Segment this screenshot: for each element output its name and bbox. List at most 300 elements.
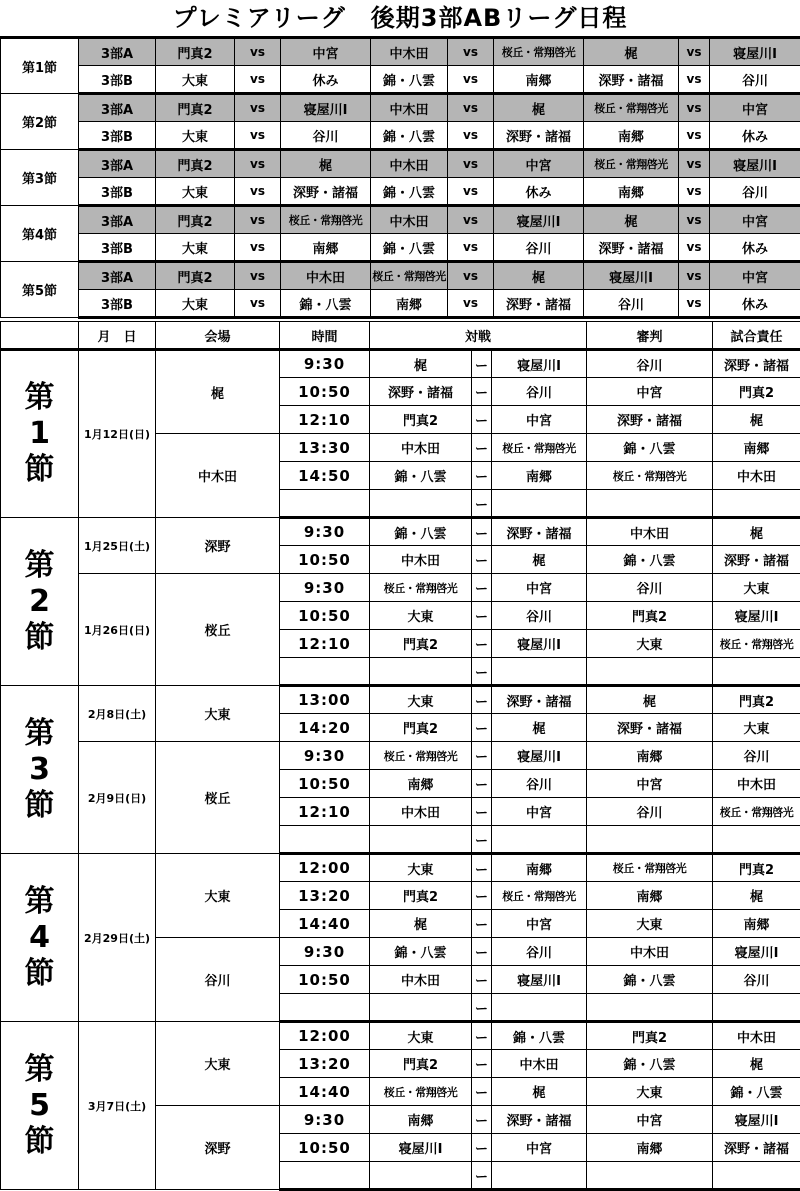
matchup-table <box>0 36 800 319</box>
team-cell: 谷川 <box>494 234 584 262</box>
team-cell: 門真2 <box>370 714 472 742</box>
team-cell: 門真2 <box>370 1050 472 1078</box>
referee-cell: 大東 <box>587 910 713 938</box>
time-cell: 9:30 <box>280 742 370 770</box>
team-cell: 大東 <box>370 686 472 714</box>
team-cell: 寝屋川Ⅰ <box>492 742 587 770</box>
round-label <box>1 854 79 1022</box>
team-cell: 大東 <box>156 234 235 262</box>
round-label: 第4節 <box>1 206 79 262</box>
responsible-cell: 門真2 <box>713 686 800 714</box>
team-cell: 深野・諸福 <box>494 122 584 150</box>
team-cell: 錦・八雲 <box>371 122 448 150</box>
team-cell: 梶 <box>494 94 584 122</box>
time-cell: 14:40 <box>280 910 370 938</box>
referee-cell: 谷川 <box>587 350 713 378</box>
dash-separator: ー <box>472 434 492 462</box>
team-cell <box>492 658 587 686</box>
schedule-table <box>0 321 800 1191</box>
team-cell: 中宮 <box>710 262 800 290</box>
round-char: 1 <box>29 416 50 451</box>
venue-cell: 深野 <box>156 1106 280 1190</box>
dash-separator: ー <box>472 966 492 994</box>
vs-label: vs <box>448 38 494 66</box>
round-label <box>1 350 79 518</box>
team-cell: 門真2 <box>370 882 472 910</box>
team-cell: 梶 <box>492 1078 587 1106</box>
dash-separator: ー <box>472 938 492 966</box>
referee-cell: 中木田 <box>587 518 713 546</box>
dash-separator: ー <box>472 658 492 686</box>
vs-label: vs <box>235 66 281 94</box>
team-cell: 錦・八雲 <box>371 178 448 206</box>
time-cell: 9:30 <box>280 574 370 602</box>
dash-separator: ー <box>472 630 492 658</box>
venue-cell: 中木田 <box>156 434 280 518</box>
vs-label: vs <box>448 94 494 122</box>
team-cell: 梶 <box>492 714 587 742</box>
responsible-cell: 中木田 <box>713 770 800 798</box>
time-cell: 14:40 <box>280 1078 370 1106</box>
round-char: 2 <box>29 584 50 619</box>
time-cell: 9:30 <box>280 518 370 546</box>
team-cell: 南郷 <box>371 290 448 318</box>
team-cell: 谷川 <box>492 378 587 406</box>
time-cell: 9:30 <box>280 1106 370 1134</box>
referee-cell: 大東 <box>587 1078 713 1106</box>
matchup-row <box>1 178 800 206</box>
team-cell: 中木田 <box>370 434 472 462</box>
dash-separator: ー <box>472 518 492 546</box>
vs-label: vs <box>679 290 710 318</box>
referee-cell: 桜丘・常翔啓光 <box>587 854 713 882</box>
team-cell: 深野・諸福 <box>584 66 679 94</box>
referee-cell: 門真2 <box>587 1022 713 1050</box>
team-cell: 中宮 <box>710 206 800 234</box>
time-cell <box>280 1162 370 1190</box>
team-cell: 中木田 <box>371 94 448 122</box>
schedule-row <box>1 854 800 882</box>
team-cell: 深野・諸福 <box>281 178 371 206</box>
round-char: 3 <box>29 752 50 787</box>
team-cell: 桜丘・常翔啓光 <box>492 882 587 910</box>
team-cell: 中宮 <box>492 910 587 938</box>
vs-label: vs <box>235 122 281 150</box>
responsible-cell: 深野・諸福 <box>713 546 800 574</box>
dash-separator: ー <box>472 1022 492 1050</box>
team-cell: 南郷 <box>492 462 587 490</box>
vs-label: vs <box>448 234 494 262</box>
team-cell: 寝屋川Ⅰ <box>281 94 371 122</box>
team-cell: 門真2 <box>370 630 472 658</box>
date-cell: 2月29日(土) <box>79 854 156 1022</box>
referee-cell: 錦・八雲 <box>587 434 713 462</box>
team-cell: 深野・諸福 <box>492 1106 587 1134</box>
division-label: 3部A <box>79 150 156 178</box>
vs-label: vs <box>448 150 494 178</box>
team-cell: 桜丘・常翔啓光 <box>281 206 371 234</box>
team-cell: 南郷 <box>492 854 587 882</box>
responsible-cell <box>713 826 800 854</box>
team-cell: 錦・八雲 <box>492 1022 587 1050</box>
vs-label: vs <box>679 178 710 206</box>
time-cell: 13:30 <box>280 434 370 462</box>
round-label: 第1節 <box>1 38 79 94</box>
division-label: 3部B <box>79 122 156 150</box>
referee-cell: 梶 <box>587 686 713 714</box>
team-cell: 桜丘・常翔啓光 <box>584 94 679 122</box>
team-cell <box>492 826 587 854</box>
team-cell: 桜丘・常翔啓光 <box>370 1078 472 1106</box>
team-cell: 南郷 <box>584 178 679 206</box>
team-cell: 中木田 <box>371 150 448 178</box>
team-cell: 桜丘・常翔啓光 <box>492 434 587 462</box>
team-cell: 中木田 <box>492 1050 587 1078</box>
dash-separator: ー <box>472 798 492 826</box>
team-cell: 中宮 <box>492 406 587 434</box>
team-cell <box>370 994 472 1022</box>
time-cell: 10:50 <box>280 602 370 630</box>
team-cell <box>370 658 472 686</box>
team-cell: 深野・諸福 <box>492 518 587 546</box>
referee-cell: 錦・八雲 <box>587 546 713 574</box>
team-cell: 中宮 <box>492 574 587 602</box>
team-cell: 寝屋川Ⅰ <box>370 1134 472 1162</box>
team-cell: 梶 <box>584 206 679 234</box>
responsible-cell <box>713 1162 800 1190</box>
team-cell <box>492 490 587 518</box>
venue-cell: 谷川 <box>156 938 280 1022</box>
referee-cell <box>587 994 713 1022</box>
time-cell: 12:00 <box>280 1022 370 1050</box>
responsible-cell: 門真2 <box>713 854 800 882</box>
team-cell: 錦・八雲 <box>281 290 371 318</box>
round-char: 節 <box>25 1124 55 1159</box>
responsible-cell: 谷川 <box>713 966 800 994</box>
team-cell: 寝屋川Ⅰ <box>494 206 584 234</box>
team-cell: 南郷 <box>584 122 679 150</box>
vs-label: vs <box>679 234 710 262</box>
time-cell <box>280 826 370 854</box>
dash-separator: ー <box>472 1078 492 1106</box>
vs-label: vs <box>679 66 710 94</box>
dash-separator: ー <box>472 1050 492 1078</box>
dash-separator: ー <box>472 406 492 434</box>
referee-cell <box>587 490 713 518</box>
team-cell <box>492 1162 587 1190</box>
round-label <box>1 1022 79 1190</box>
vs-label: vs <box>448 178 494 206</box>
team-cell: 桜丘・常翔啓光 <box>584 150 679 178</box>
matchup-row <box>1 94 800 122</box>
team-cell: 寝屋川Ⅰ <box>710 150 800 178</box>
team-cell: 南郷 <box>370 1106 472 1134</box>
team-cell: 錦・八雲 <box>370 518 472 546</box>
referee-cell: 門真2 <box>587 602 713 630</box>
team-cell: 休み <box>494 178 584 206</box>
referee-cell <box>587 658 713 686</box>
team-cell: 梶 <box>494 262 584 290</box>
referee-cell: 錦・八雲 <box>587 1050 713 1078</box>
team-cell: 桜丘・常翔啓光 <box>370 574 472 602</box>
round-char: 第 <box>25 380 55 415</box>
responsible-cell: 寝屋川Ⅰ <box>713 602 800 630</box>
team-cell: 桜丘・常翔啓光 <box>494 38 584 66</box>
column-header: 審判 <box>587 322 713 350</box>
team-cell: 谷川 <box>492 602 587 630</box>
responsible-cell: 大東 <box>713 574 800 602</box>
referee-cell: 中宮 <box>587 770 713 798</box>
dash-separator: ー <box>472 462 492 490</box>
schedule-row <box>1 1022 800 1050</box>
referee-cell: 南郷 <box>587 1134 713 1162</box>
team-cell: 錦・八雲 <box>370 462 472 490</box>
responsible-cell <box>713 658 800 686</box>
responsible-cell: 寝屋川Ⅰ <box>713 1106 800 1134</box>
round-label: 第2節 <box>1 94 79 150</box>
matchup-row <box>1 290 800 318</box>
venue-cell: 大東 <box>156 854 280 938</box>
time-cell: 10:50 <box>280 1134 370 1162</box>
team-cell: 梶 <box>492 546 587 574</box>
responsible-cell <box>713 994 800 1022</box>
round-char: 節 <box>25 956 55 991</box>
responsible-cell: 南郷 <box>713 910 800 938</box>
vs-label: vs <box>235 290 281 318</box>
time-cell: 10:50 <box>280 378 370 406</box>
time-cell <box>280 994 370 1022</box>
referee-cell: 南郷 <box>587 742 713 770</box>
responsible-cell: 梶 <box>713 1050 800 1078</box>
responsible-cell: 寝屋川Ⅰ <box>713 938 800 966</box>
responsible-cell: 中木田 <box>713 462 800 490</box>
time-cell: 14:20 <box>280 714 370 742</box>
date-cell: 3月7日(土) <box>79 1022 156 1190</box>
schedule-header-row <box>1 322 800 350</box>
venue-cell: 桜丘 <box>156 574 280 686</box>
vs-label: vs <box>448 66 494 94</box>
time-cell: 10:50 <box>280 546 370 574</box>
venue-cell: 梶 <box>156 350 280 434</box>
column-header: 会場 <box>156 322 280 350</box>
matchup-row <box>1 150 800 178</box>
team-cell: 門真2 <box>370 406 472 434</box>
date-cell: 1月26日(日) <box>79 574 156 686</box>
team-cell: 谷川 <box>492 938 587 966</box>
division-label: 3部A <box>79 206 156 234</box>
round-char: 第 <box>25 1052 55 1087</box>
division-label: 3部B <box>79 66 156 94</box>
responsible-cell: 錦・八雲 <box>713 1078 800 1106</box>
schedule-row <box>1 518 800 546</box>
time-cell: 9:30 <box>280 350 370 378</box>
division-label: 3部A <box>79 38 156 66</box>
team-cell: 休み <box>281 66 371 94</box>
team-cell: 南郷 <box>370 770 472 798</box>
date-cell: 1月12日(日) <box>79 350 156 518</box>
round-char: 5 <box>29 1088 50 1123</box>
venue-cell: 大東 <box>156 686 280 742</box>
team-cell: 中宮 <box>710 94 800 122</box>
time-cell: 10:50 <box>280 966 370 994</box>
responsible-cell: 梶 <box>713 882 800 910</box>
team-cell: 谷川 <box>492 770 587 798</box>
team-cell: 門真2 <box>156 150 235 178</box>
team-cell: 寝屋川Ⅰ <box>492 630 587 658</box>
column-header: 時間 <box>280 322 370 350</box>
team-cell: 南郷 <box>281 234 371 262</box>
dash-separator: ー <box>472 770 492 798</box>
team-cell <box>370 826 472 854</box>
dash-separator: ー <box>472 910 492 938</box>
round-char: 節 <box>25 788 55 823</box>
vs-label: vs <box>448 206 494 234</box>
round-label: 第5節 <box>1 262 79 318</box>
referee-cell <box>587 826 713 854</box>
matchup-row <box>1 234 800 262</box>
team-cell <box>492 994 587 1022</box>
dash-separator: ー <box>472 574 492 602</box>
team-cell: 寝屋川Ⅰ <box>492 350 587 378</box>
dash-separator: ー <box>472 994 492 1022</box>
vs-label: vs <box>235 38 281 66</box>
team-cell: 中木田 <box>371 38 448 66</box>
referee-cell: 錦・八雲 <box>587 966 713 994</box>
team-cell: 寝屋川Ⅰ <box>710 38 800 66</box>
referee-cell: 深野・諸福 <box>587 714 713 742</box>
team-cell: 深野・諸福 <box>584 234 679 262</box>
team-cell: 桜丘・常翔啓光 <box>370 742 472 770</box>
team-cell: 中宮 <box>492 1134 587 1162</box>
team-cell: 桜丘・常翔啓光 <box>371 262 448 290</box>
team-cell: 門真2 <box>156 262 235 290</box>
referee-cell: 大東 <box>587 630 713 658</box>
team-cell: 中木田 <box>370 546 472 574</box>
dash-separator: ー <box>472 1134 492 1162</box>
time-cell: 12:10 <box>280 406 370 434</box>
team-cell: 大東 <box>370 602 472 630</box>
time-cell <box>280 490 370 518</box>
team-cell: 中木田 <box>281 262 371 290</box>
team-cell: 南郷 <box>494 66 584 94</box>
schedule-row <box>1 574 800 602</box>
team-cell: 中宮 <box>492 798 587 826</box>
responsible-cell: 梶 <box>713 406 800 434</box>
team-cell: 梶 <box>584 38 679 66</box>
column-header: 試合責任 <box>713 322 800 350</box>
team-cell: 大東 <box>156 290 235 318</box>
dash-separator: ー <box>472 602 492 630</box>
team-cell: 梶 <box>370 910 472 938</box>
referee-cell: 深野・諸福 <box>587 406 713 434</box>
matchup-row <box>1 38 800 66</box>
responsible-cell: 深野・諸福 <box>713 350 800 378</box>
dash-separator: ー <box>472 490 492 518</box>
team-cell: 中宮 <box>494 150 584 178</box>
date-cell: 2月9日(日) <box>79 742 156 854</box>
division-label: 3部A <box>79 94 156 122</box>
team-cell: 深野・諸福 <box>494 290 584 318</box>
team-cell: 寝屋川Ⅰ <box>584 262 679 290</box>
matchup-row <box>1 66 800 94</box>
team-cell: 谷川 <box>710 178 800 206</box>
team-cell: 梶 <box>281 150 371 178</box>
team-cell: 大東 <box>156 178 235 206</box>
round-label <box>1 686 79 854</box>
team-cell: 谷川 <box>281 122 371 150</box>
team-cell: 錦・八雲 <box>370 938 472 966</box>
team-cell: 深野・諸福 <box>370 378 472 406</box>
venue-cell: 深野 <box>156 518 280 574</box>
responsible-cell: 門真2 <box>713 378 800 406</box>
round-char: 第 <box>25 884 55 919</box>
responsible-cell: 谷川 <box>713 742 800 770</box>
dash-separator: ー <box>472 1106 492 1134</box>
vs-label: vs <box>679 122 710 150</box>
vs-label: vs <box>448 122 494 150</box>
vs-label: vs <box>679 206 710 234</box>
vs-label: vs <box>679 150 710 178</box>
time-cell: 10:50 <box>280 770 370 798</box>
round-char: 第 <box>25 716 55 751</box>
responsible-cell: 深野・諸福 <box>713 1134 800 1162</box>
division-label: 3部B <box>79 290 156 318</box>
team-cell: 休み <box>710 290 800 318</box>
time-cell: 12:00 <box>280 854 370 882</box>
date-cell: 1月25日(土) <box>79 518 156 574</box>
date-cell: 2月8日(土) <box>79 686 156 742</box>
time-cell: 13:20 <box>280 1050 370 1078</box>
vs-label: vs <box>235 262 281 290</box>
division-label: 3部A <box>79 262 156 290</box>
referee-cell <box>587 1162 713 1190</box>
matchup-row <box>1 262 800 290</box>
vs-label: vs <box>235 150 281 178</box>
team-cell: 錦・八雲 <box>371 66 448 94</box>
time-cell <box>280 658 370 686</box>
referee-cell: 谷川 <box>587 574 713 602</box>
schedule-row <box>1 350 800 378</box>
responsible-cell: 桜丘・常翔啓光 <box>713 630 800 658</box>
round-label: 第3節 <box>1 150 79 206</box>
team-cell: 谷川 <box>710 66 800 94</box>
referee-cell: 南郷 <box>587 882 713 910</box>
responsible-cell: 桜丘・常翔啓光 <box>713 798 800 826</box>
team-cell: 中宮 <box>281 38 371 66</box>
dash-separator: ー <box>472 378 492 406</box>
responsible-cell: 大東 <box>713 714 800 742</box>
column-header: 対戦 <box>370 322 587 350</box>
schedule-row <box>1 686 800 714</box>
team-cell: 大東 <box>370 854 472 882</box>
team-cell <box>370 1162 472 1190</box>
time-cell: 12:10 <box>280 630 370 658</box>
team-cell: 梶 <box>370 350 472 378</box>
time-cell: 9:30 <box>280 938 370 966</box>
team-cell <box>370 490 472 518</box>
team-cell: 中木田 <box>370 966 472 994</box>
team-cell: 深野・諸福 <box>492 686 587 714</box>
team-cell: 休み <box>710 234 800 262</box>
vs-label: vs <box>235 178 281 206</box>
vs-label: vs <box>235 206 281 234</box>
dash-separator: ー <box>472 742 492 770</box>
page-title: プレミアリーグ 後期3部ABリーグ日程 <box>0 0 800 36</box>
dash-separator: ー <box>472 350 492 378</box>
column-header: 月 日 <box>79 322 156 350</box>
dash-separator: ー <box>472 854 492 882</box>
round-char: 節 <box>25 620 55 655</box>
